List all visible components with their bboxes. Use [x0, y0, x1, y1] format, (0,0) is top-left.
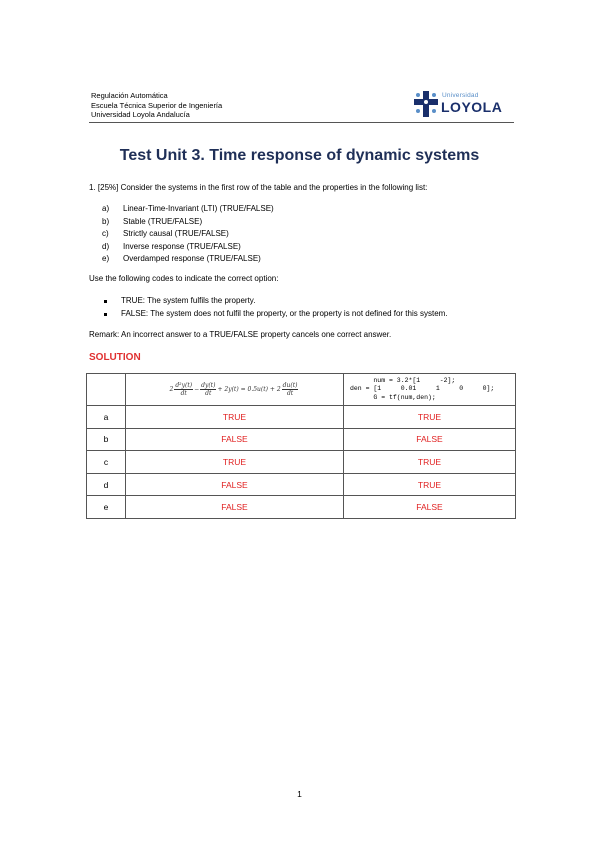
list-item: [104, 308, 448, 321]
list-item-text: Inverse response (TRUE/FALSE): [123, 241, 241, 251]
loyola-cross-icon: [414, 91, 438, 117]
school-name: Escuela Técnica Superior de Ingeniería: [91, 100, 223, 110]
fraction: [200, 382, 216, 397]
differential-equation: [126, 382, 343, 397]
system1-equation-cell: [126, 374, 344, 406]
row-label: d: [87, 473, 126, 496]
list-item: [102, 228, 274, 241]
list-item-text: Linear-Time-Invariant (LTI) (TRUE/FALSE): [123, 204, 274, 213]
header-divider: [89, 122, 514, 123]
question-text: 1. [25%] Consider the systems in the first row of the table and the properties in the following list:: [89, 183, 428, 192]
list-item: [102, 216, 274, 229]
list-item-text: Overdamped response (TRUE/FALSE): [123, 254, 261, 264]
list-item-text: Strictly causal (TRUE/FALSE): [123, 229, 229, 239]
fraction-denominator: dt: [205, 390, 212, 397]
equation-middle: + 2y(t) = 0.5u(t) + 2: [217, 386, 281, 393]
list-marker: c): [102, 229, 109, 239]
logo-subtext: Universidad: [442, 92, 479, 99]
fraction-numerator: dy(t): [201, 382, 216, 389]
solution-heading: SOLUTION: [89, 352, 141, 363]
solution-table: [86, 373, 516, 519]
list-marker: a): [102, 204, 110, 213]
list-item-text: Stable (TRUE/FALSE): [123, 216, 203, 226]
university-logo: [414, 90, 506, 120]
list-item: [102, 203, 274, 216]
system1-answer: TRUE: [126, 406, 344, 429]
list-item: [102, 241, 274, 254]
system1-answer: TRUE: [126, 451, 344, 474]
table-corner-cell: [87, 374, 126, 406]
list-item-text: TRUE: The system fulfils the property.: [121, 296, 256, 305]
equation-operator: −: [194, 386, 200, 393]
fraction: [174, 382, 193, 397]
course-name: Regulación Automática: [91, 91, 168, 100]
matlab-code: num = 3.2*[1 -2]; den = [1 0.01 1 0 0]; G = tf(num,den);: [350, 376, 495, 401]
codes-list: [104, 295, 448, 320]
table-row: [87, 451, 516, 474]
list-item: [104, 295, 448, 308]
equation-coefficient: 2: [169, 386, 174, 393]
row-label: b: [87, 428, 126, 451]
row-label: c: [87, 451, 126, 474]
document-title: Test Unit 3. Time response of dynamic systems: [119, 147, 480, 164]
bullet-icon: [104, 300, 107, 303]
system1-answer: FALSE: [126, 496, 344, 519]
system2-answer: TRUE: [344, 451, 516, 474]
fraction-denominator: dt: [286, 390, 294, 397]
fraction-numerator: d²y(t): [175, 382, 193, 389]
codes-intro: Use the following codes to indicate the correct option:: [89, 274, 279, 283]
page-number: 1: [297, 789, 302, 799]
fraction-numerator: du(t): [282, 382, 298, 389]
list-item-text: FALSE: The system does not fulfil the property, or the property is not defined for this system.: [121, 308, 448, 318]
system1-answer: FALSE: [126, 473, 344, 496]
list-marker: b): [102, 216, 110, 226]
table-row: [87, 428, 516, 451]
system2-answer: TRUE: [344, 473, 516, 496]
university-name: Universidad Loyola Andalucía: [91, 110, 190, 119]
header-institution: [91, 91, 222, 120]
list-item: [102, 253, 274, 266]
row-label: a: [87, 406, 126, 429]
bullet-icon: [104, 313, 107, 316]
system2-answer: FALSE: [344, 496, 516, 519]
system1-answer: FALSE: [126, 428, 344, 451]
remark-text: Remark: An incorrect answer to a TRUE/FALSE property cancels one correct answer.: [89, 330, 392, 339]
table-row: [87, 406, 516, 429]
table-row: [87, 496, 516, 519]
row-label: e: [87, 496, 126, 519]
fraction-denominator: dt: [180, 390, 187, 397]
table-header-row: [87, 374, 516, 406]
system2-code-cell: [344, 374, 516, 406]
properties-list: [102, 203, 274, 266]
list-marker: e): [102, 254, 110, 264]
list-marker: d): [102, 241, 110, 251]
logo-wordmark: LOYOLA: [441, 99, 503, 115]
fraction: [282, 382, 299, 397]
system2-answer: FALSE: [344, 428, 516, 451]
table-row: [87, 473, 516, 496]
system2-answer: TRUE: [344, 406, 516, 429]
